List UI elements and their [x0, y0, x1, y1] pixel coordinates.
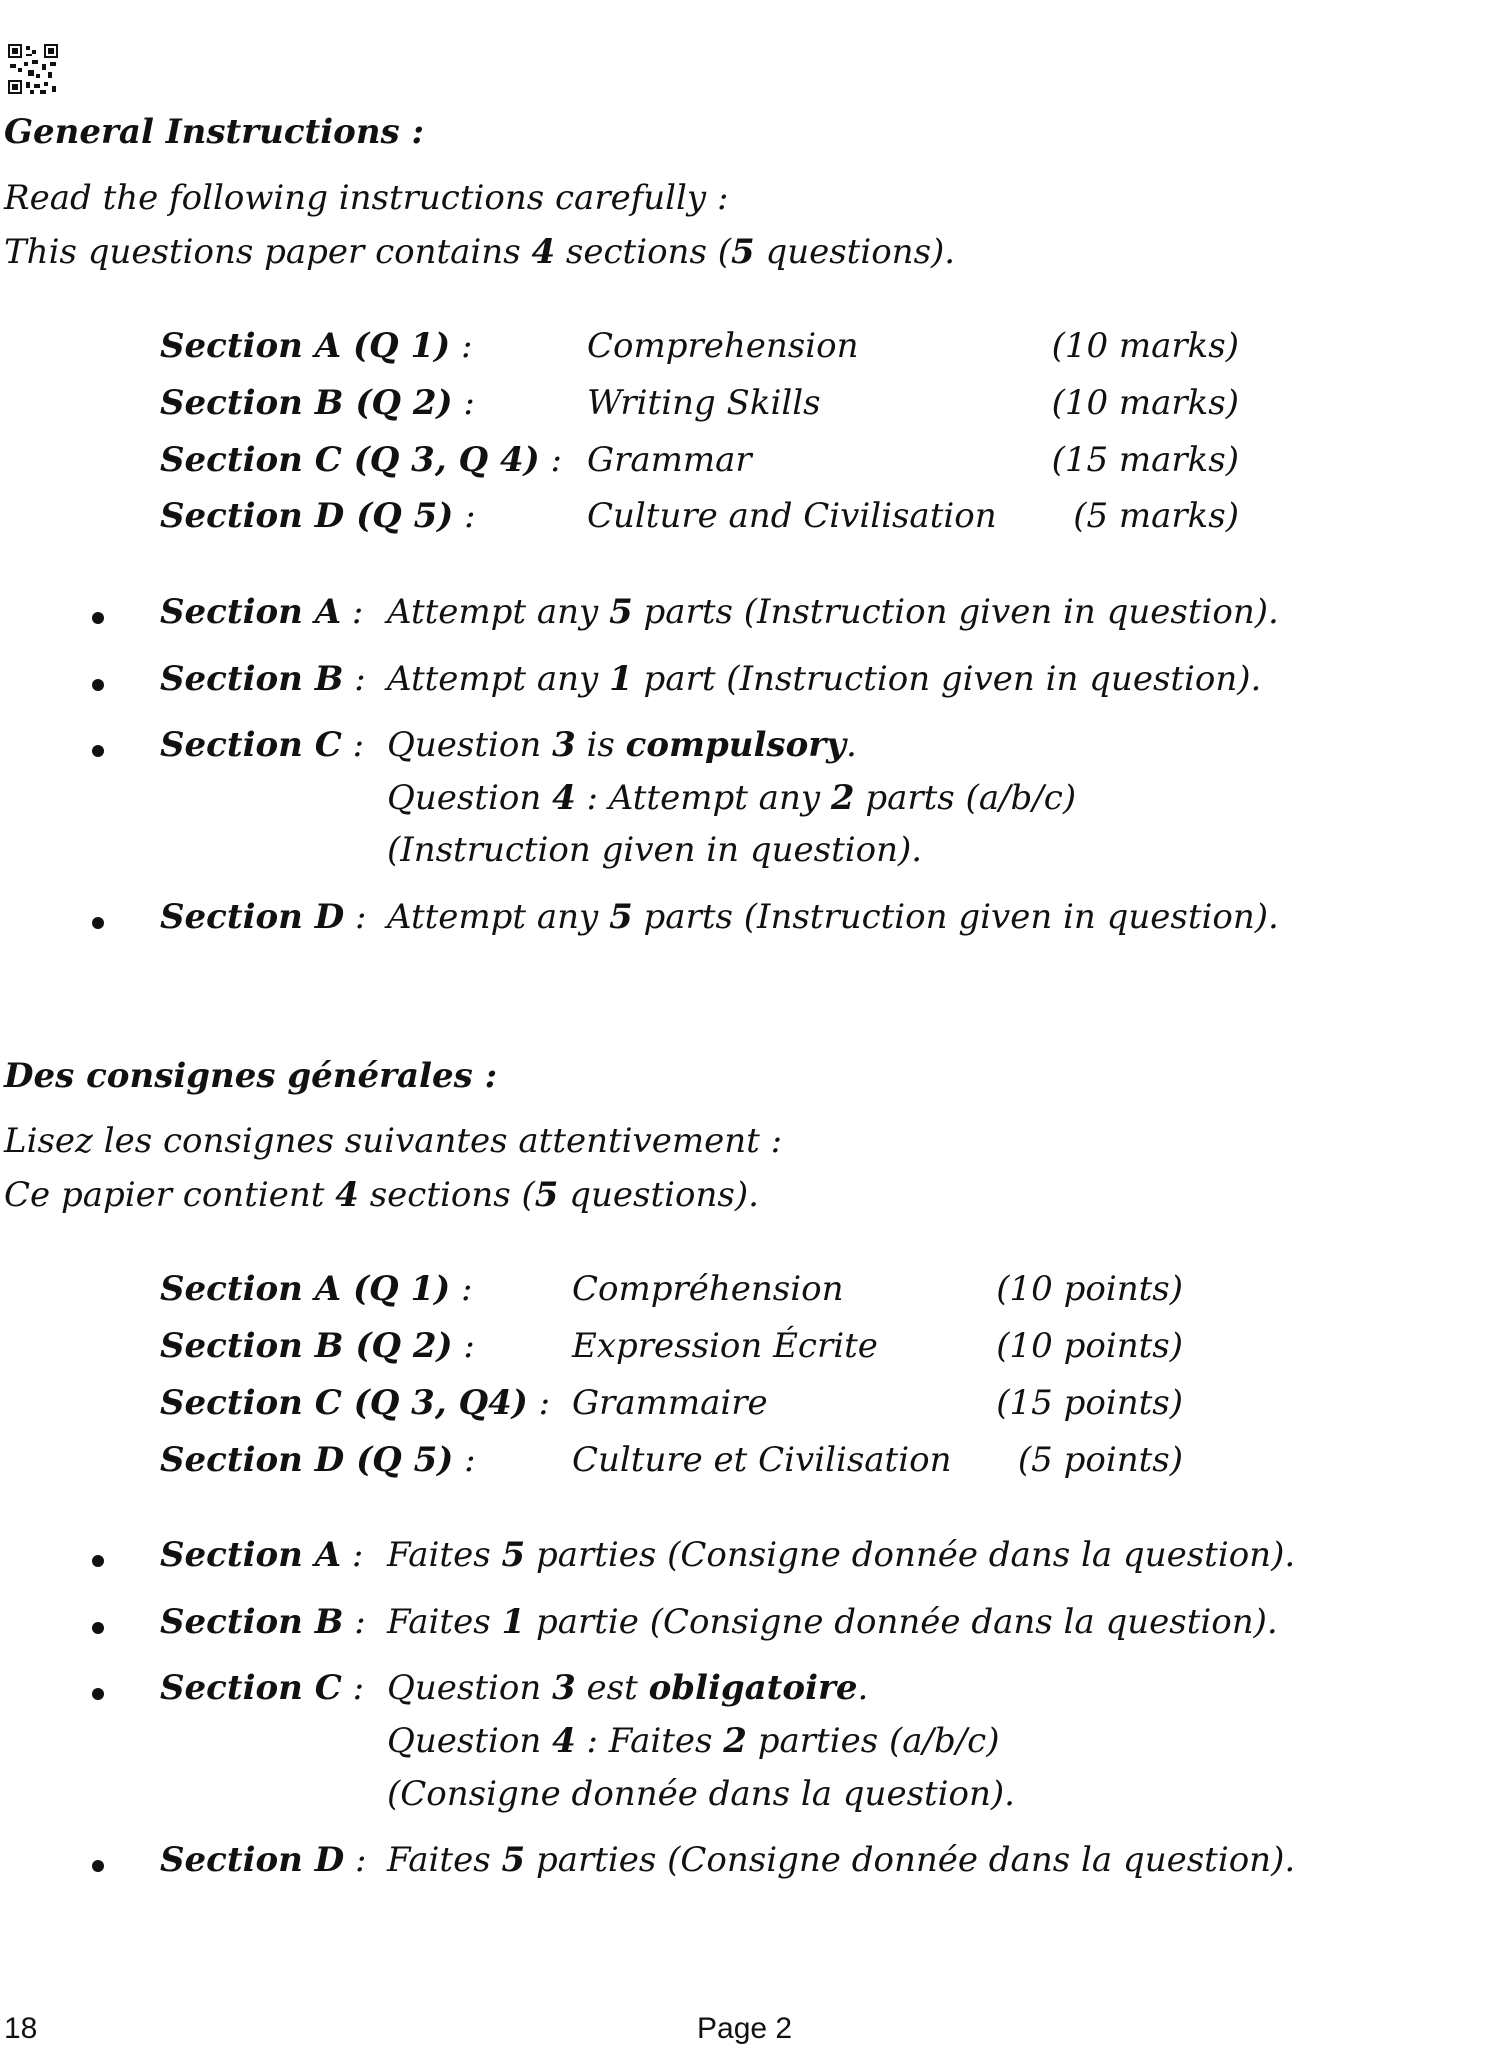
- intro-line-1: Read the following instructions carefully :: [4, 178, 729, 218]
- bullet-section-label: Section B :: [160, 659, 366, 699]
- bullet-icon: [92, 1688, 104, 1700]
- bullet-section-label: Section B :: [160, 1602, 366, 1642]
- bullet-section-label: Section D :: [160, 1840, 367, 1880]
- bullet-instruction: Faites 1 partie (Consigne donnée dans la question).: [387, 1602, 1278, 1642]
- section-row-topic: Grammaire: [572, 1383, 768, 1423]
- general-instructions-heading: General Instructions :: [4, 112, 425, 152]
- section-row-label: Section A (Q 1) :: [160, 326, 473, 366]
- section-row-label: Section A (Q 1) :: [160, 1269, 473, 1309]
- bullet-instruction: Attempt any 5 parts (Instruction given in question).: [387, 592, 1279, 632]
- section-row-topic: Compréhension: [572, 1269, 844, 1309]
- bullet-icon: [92, 679, 104, 691]
- bullet-icon: [92, 612, 104, 624]
- qr-code-icon: [8, 44, 58, 94]
- bullet-icon: [92, 1622, 104, 1634]
- intro-line-2: This questions paper contains 4 sections (5 questions).: [4, 232, 956, 272]
- section-row-topic: Grammar: [587, 440, 752, 480]
- section-row-topic: Writing Skills: [587, 383, 821, 423]
- bullet-icon: [92, 1555, 104, 1567]
- paper-code: 18: [4, 2012, 38, 2045]
- intro-line-1: Lisez les consignes suivantes attentivement :: [4, 1121, 783, 1161]
- section-row-label: Section B (Q 2) :: [160, 383, 475, 423]
- section-row-topic: Comprehension: [587, 326, 859, 366]
- section-row-marks: (10 marks): [1051, 326, 1239, 366]
- bullet-instruction: Attempt any 1 part (Instruction given in question).: [387, 659, 1262, 699]
- bullet-instruction: Attempt any 5 parts (Instruction given in question).: [387, 897, 1279, 937]
- section-row-label: Section C (Q 3, Q 4) :: [160, 440, 562, 480]
- bullet-section-label: Section A :: [160, 592, 364, 632]
- bullet-section-label: Section A :: [160, 1535, 364, 1575]
- bullet-instruction: Faites 5 parties (Consigne donnée dans la question).: [387, 1840, 1296, 1880]
- bullet-instruction: Faites 5 parties (Consigne donnée dans la question).: [387, 1535, 1296, 1575]
- section-row-label: Section C (Q 3, Q4) :: [160, 1383, 551, 1423]
- section-row-topic: Culture and Civilisation: [587, 496, 997, 536]
- section-row-topic: Expression Écrite: [572, 1326, 878, 1366]
- section-row-topic: Culture et Civilisation: [572, 1440, 952, 1480]
- section-row-marks: (10 marks): [1051, 383, 1239, 423]
- bullet-instruction: Question 4 : Attempt any 2 parts (a/b/c): [387, 778, 1077, 818]
- des-consignes-heading: Des consignes générales :: [4, 1056, 498, 1096]
- bullet-icon: [92, 917, 104, 929]
- bullet-section-label: Section D :: [160, 897, 367, 937]
- section-row-label: Section D (Q 5) :: [160, 496, 476, 536]
- section-row-label: Section D (Q 5) :: [160, 1440, 476, 1480]
- section-row-marks: (10 points): [996, 1326, 1183, 1366]
- bullet-instruction: Question 4 : Faites 2 parties (a/b/c): [387, 1721, 1000, 1761]
- bullet-instruction: (Instruction given in question).: [387, 830, 923, 870]
- page-number: Page 2: [697, 2012, 793, 2045]
- bullet-instruction: Question 3 is compulsory.: [387, 725, 857, 765]
- section-row-marks: (5 points): [1017, 1440, 1183, 1480]
- section-row-marks: (5 marks): [1073, 496, 1239, 536]
- section-row-marks: (10 points): [996, 1269, 1183, 1309]
- section-row-marks: (15 points): [996, 1383, 1183, 1423]
- bullet-section-label: Section C :: [160, 1668, 365, 1708]
- intro-line-2: Ce papier contient 4 sections (5 questions).: [4, 1175, 759, 1215]
- section-row-marks: (15 marks): [1051, 440, 1239, 480]
- bullet-icon: [92, 1860, 104, 1872]
- section-row-label: Section B (Q 2) :: [160, 1326, 475, 1366]
- bullet-instruction: Question 3 est obligatoire.: [387, 1668, 869, 1708]
- bullet-icon: [92, 745, 104, 757]
- bullet-section-label: Section C :: [160, 725, 365, 765]
- bullet-instruction: (Consigne donnée dans la question).: [387, 1774, 1015, 1814]
